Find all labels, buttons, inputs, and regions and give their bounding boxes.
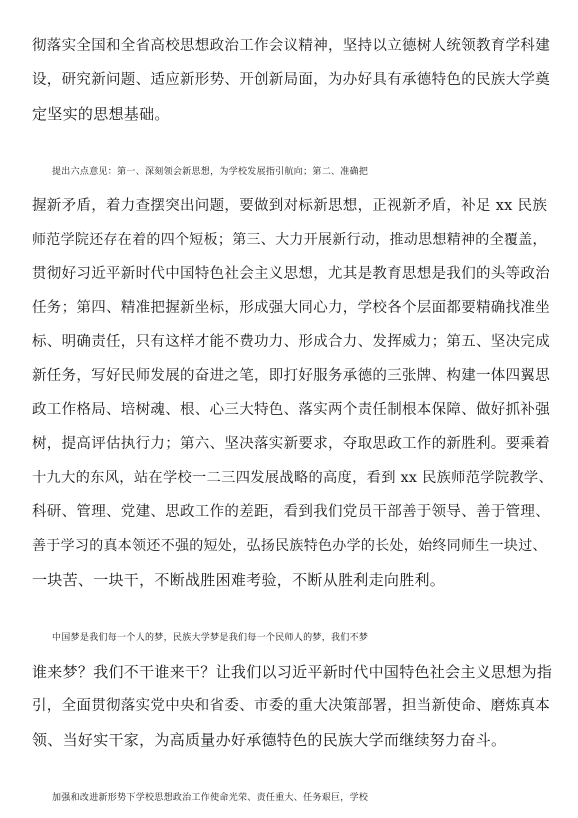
text-line: 引，全面贯彻落实党中央和省委、市委的重大决策部署，担当新使命、磨炼真本 [32, 698, 550, 714]
text-line: 谁来梦？我们不干谁来干？让我们以习近平新时代中国特色社会主义思想为指 [32, 663, 553, 681]
text-line: 标、明确责任，只有这样才能不费功力、形成合力、发挥威力；第五、坚决完成 [32, 334, 550, 350]
text-line: 定坚实的思想基础。 [32, 105, 170, 123]
text-line: 领、当好实干家，为高质量办好承德特色的民族大学而继续努力奋斗。 [32, 731, 507, 749]
text-line: 科研、管理、党建、思政工作的差距，看到我们党员干部善于领导、善于管理、 [32, 504, 550, 520]
text-line: 加强和改进新形势下学校思想政治工作使命光荣、责任重大、任务艰巨，学校 [52, 793, 369, 803]
text-line: 设，研究新问题、适应新形势、开创新局面，为办好具有承德特色的民族大学奠 [32, 72, 550, 88]
text-line: 树，提高评估执行力；第六、坚决落实新要求，夺取思政工作的新胜利。要乘着 [32, 436, 550, 452]
text-line: 中国梦是我们每一个人的梦，民族大学梦是我们每一个民师人的梦，我们不梦 [52, 633, 369, 643]
text-line: 政工作格局、培树魂、根、心三大特色、落实两个责任制根本保障、做好抓补强 [32, 402, 550, 418]
text-line: 贯彻好习近平新时代中国特色社会主义思想，尤其是教育思想是我们的头等政治 [32, 266, 550, 282]
text-line: 十九大的东风，站在学校一二三四发展战略的高度，看到 xx 民族师范学院教学、 [32, 470, 554, 486]
text-line: 彻落实全国和全省高校思想政治工作会议精神，坚持以立德树人统领教育学科建 [32, 38, 550, 54]
text-line: 握新矛盾，着力查摆突出问题，要做到对标新思想，正视新矛盾，补足 xx 民族 [32, 198, 548, 214]
text-line: 师范学院还存在着的四个短板；第三、大力开展新行动，推动思想精神的全覆盖， [32, 232, 547, 248]
text-line: 善于学习的真本领还不强的短处，弘扬民族特色办学的长处，始终同师生一块过、 [32, 538, 547, 554]
text-line: 一块苦、一块干，不断战胜困难考验，不断从胜利走向胜利。 [32, 571, 446, 589]
text-line: 任务；第四、精准把握新坐标，形成强大同心力，学校各个层面都要精确找准坐 [32, 300, 550, 316]
text-line: 提出六点意见：第一、深刻领会新思想，为学校发展指引航向；第二、准确把 [52, 167, 369, 177]
text-line: 新任务，写好民师发展的奋进之笔，即打好服务承德的三张牌、构建一体四翼思 [32, 368, 550, 384]
